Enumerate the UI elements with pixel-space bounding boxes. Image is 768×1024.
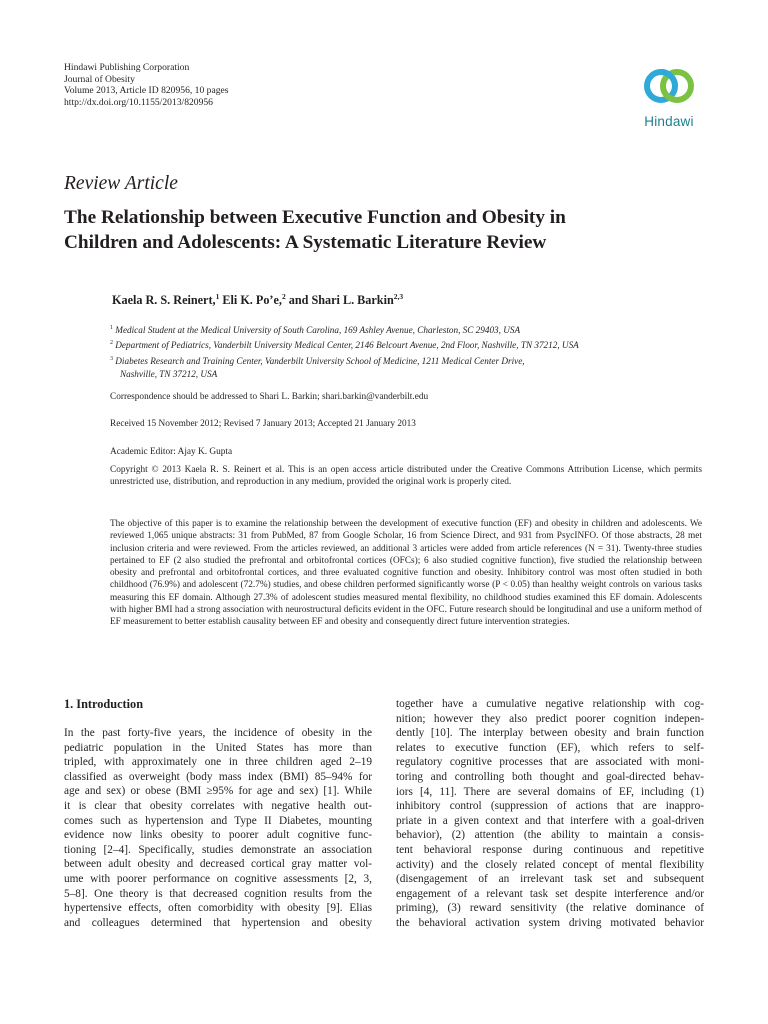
body-line: engagement of a relevant task set despite interference and/or bbox=[396, 887, 704, 900]
article-title bbox=[64, 205, 714, 255]
body-line: activity) and the closely related concept of mental flexibility bbox=[396, 858, 704, 871]
publisher-name: Hindawi Publishing Corporation bbox=[64, 62, 190, 73]
article-type: Review Article bbox=[64, 173, 178, 194]
doi-link[interactable]: http://dx.doi.org/10.1155/2013/820956 bbox=[64, 96, 213, 108]
body-line: (disengagement of an irrelevant task set and subsequent bbox=[396, 873, 704, 886]
logo-wordmark: Hindawi bbox=[644, 114, 694, 129]
body-line: toring and controlling both thought and goal-directed behav- bbox=[396, 770, 704, 783]
correspondence: Correspondence should be addressed to Shari L. Barkin; shari.barkin@vanderbilt.edu bbox=[110, 392, 429, 402]
abstract: The objective of this paper is to examine the relationship between the development of executive function (EF) and obesity in children and adolescents. We reviewed 1,065 unique abstracts: 31 from PubMed, 87 from Google Scholar, 16 from Science Direct, and 931 from PsycINFO. Of those abstracts, 28 met inclusion criteria and were reviewed. From the articles reviewed, an additional 3 articles were added from article references (N = 31). Twenty-three studies pertained to EF (2 also studied the prefrontal and orbitofrontal cortices (OFCs); 6 also studied cognitive function), five studied the relationship between obesity and prefrontal and orbitofrontal cortices, and three evaluated cognitive function and obesity. Inhibitory control was most often studied in both childhood (76.9%) and adolescent (72.7%) studies, and obese children performed significantly worse (P < 0.05) than healthy weight controls on various tasks measuring this EF domain. Although 27.3% of adolescent studies measured mental flexibility, no childhood studies examined this EF domain. Adolescents with higher BMI had a strong association with neurostructural deficits evident in the OFC. Future research should be longitudinal and use a uniform method of EF measurement to better establish causality between EF and obesity and consequently direct future intervention strategies. bbox=[110, 519, 702, 628]
author-2: Eli K. Po’e, bbox=[219, 293, 282, 308]
body-line: regulatory cognitive processes that are associated with moni- bbox=[396, 756, 704, 769]
body-line: pediatric population in the United States has more than bbox=[64, 741, 372, 754]
affiliation-3-sup: 3 bbox=[110, 355, 113, 362]
affiliation-2 bbox=[110, 337, 710, 352]
author-2-sup: 2 bbox=[281, 292, 286, 301]
copyright-notice: Copyright © 2013 Kaela R. S. Reinert et al. This is an open access article distributed under the Creative Commons Attribution License, which permits unrestricted use, distribution, and reproduction in any medium, provided the original work is properly cited. bbox=[110, 465, 702, 488]
volume-info: Volume 2013, Article ID 820956, 10 pages bbox=[64, 85, 229, 97]
title-line-2: Children and Adolescents: A Systematic Literature Review bbox=[64, 232, 547, 253]
body-line: between adult obesity and decreased cortical gray matter vol- bbox=[64, 858, 372, 871]
body-line: hypertensive effects, often comorbidity with obesity [9]. Elias bbox=[64, 902, 372, 915]
body-line: iors [4, 11]. There are several domains of EF, including (1) bbox=[396, 785, 704, 798]
body-line: age and sex) or obese (BMI ≥95% for age and sex) [1]. While bbox=[64, 785, 372, 798]
body-line: inhibitory control (suppression of actions that are inappro- bbox=[396, 800, 704, 813]
body-line: behavior), (2) attention (the ability to maintain a consis- bbox=[396, 829, 704, 842]
affiliation-3-text: Diabetes Research and Training Center, Vanderbilt University School of Medicine, 1211 Medical Center Drive, bbox=[113, 355, 525, 366]
hindawi-logo-icon bbox=[634, 60, 704, 112]
journal-name: Journal of Obesity bbox=[64, 73, 135, 85]
author-3: and Shari L. Barkin bbox=[285, 293, 394, 308]
body-line: comes such as hypertension and Type II Diabetes, mounting bbox=[64, 814, 372, 827]
body-line: tioning [2–4]. Specifically, studies demonstrate an association bbox=[64, 843, 372, 856]
author-list bbox=[112, 292, 403, 308]
body-line: together have a cumulative negative relationship with cog- bbox=[396, 698, 704, 710]
affiliation-1 bbox=[110, 322, 710, 337]
body-line: and colleagues determined that hypertension and obesity bbox=[64, 916, 372, 929]
body-line: 5–8]. One theory is that decreased cognition results from the bbox=[64, 887, 372, 900]
body-line: In the past forty-five years, the incidence of obesity in the bbox=[64, 727, 372, 739]
body-line: tripled, with approximately one in three children aged 2–19 bbox=[64, 756, 372, 769]
title-line-1: The Relationship between Executive Function and Obesity in bbox=[64, 207, 566, 228]
affiliation-2-sup: 2 bbox=[110, 340, 113, 347]
right-column bbox=[396, 697, 704, 931]
hindawi-logo bbox=[634, 60, 704, 132]
affiliation-1-text: Medical Student at the Medical University of South Carolina, 169 Ashley Avenue, Charleston, SC 29403, USA bbox=[113, 325, 521, 336]
journal-info bbox=[64, 62, 229, 108]
author-3-sup: 2,3 bbox=[393, 292, 404, 301]
body-line: relates to executive function (EF), which refers to self- bbox=[396, 741, 704, 754]
body-line: priate in a given context and that interfere with a goal-driven bbox=[396, 814, 704, 827]
body-line: tent behavioral response during continuous and repetitive bbox=[396, 843, 704, 856]
body-line: dently [10]. The interplay between obesity and brain function bbox=[396, 727, 704, 740]
affiliation-1-sup: 1 bbox=[110, 325, 113, 331]
body-line: evidence now links obesity to poorer adult cognitive func- bbox=[64, 829, 372, 842]
received-dates: Received 15 November 2012; Revised 7 January 2013; Accepted 21 January 2013 bbox=[110, 419, 416, 429]
section-heading-introduction: 1. Introduction bbox=[64, 697, 144, 711]
affiliation-2-text: Department of Pediatrics, Vanderbilt University Medical Center, 2146 Belcourt Avenue, 2nd Floor, Nashville, TN 37212, USA bbox=[113, 340, 579, 351]
academic-editor: Academic Editor: Ajay K. Gupta bbox=[110, 447, 233, 457]
body-line: nition; however they also predict poorer cognition indepen- bbox=[396, 712, 704, 725]
body-line: it is clear that obesity correlates with negative health out- bbox=[64, 799, 372, 812]
body-line: priming), (3) reward sensitivity (the relative dominance of bbox=[396, 902, 704, 915]
affiliation-3 bbox=[110, 353, 710, 368]
affiliations bbox=[110, 322, 710, 381]
author-1-sup: 1 bbox=[215, 292, 220, 301]
affiliation-3-cont: Nashville, TN 37212, USA bbox=[120, 368, 218, 379]
body-line: classified as overweight (body mass index (BMI) 85–94% for bbox=[64, 770, 372, 783]
body-line: the behavioral activation system driving motivated behavior bbox=[396, 916, 704, 929]
left-column bbox=[64, 726, 372, 930]
author-1: Kaela R. S. Reinert, bbox=[112, 293, 216, 308]
body-line: ume with poorer performance on cognitive assessments [2, 3, bbox=[64, 872, 372, 885]
